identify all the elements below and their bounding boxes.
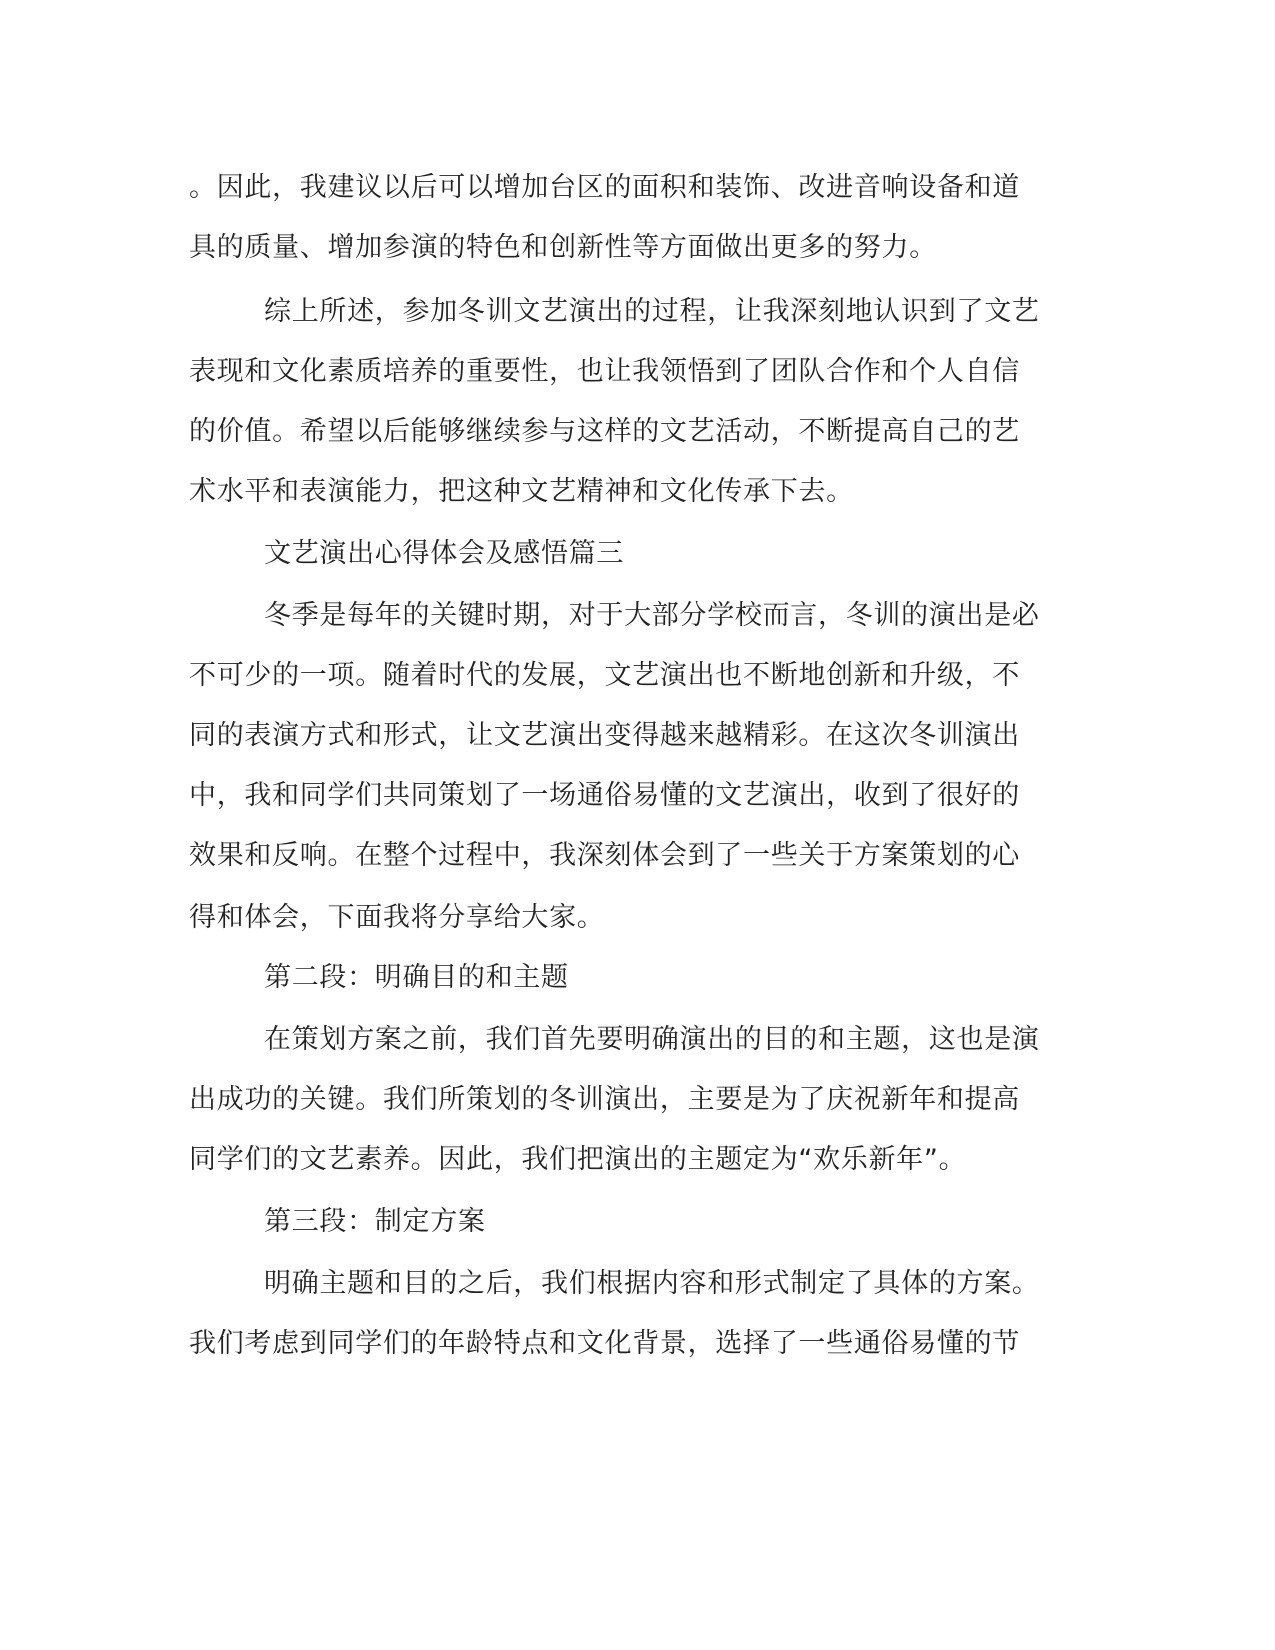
text-line: 术水平和表演能力，把这种文艺精神和文化传承下去。: [189, 476, 854, 507]
paragraph-start-line: 冬季是每年的关键时期，对于大部分学校而言，冬训的演出是必: [264, 600, 1040, 631]
paragraph-start-line: 明确主题和目的之后，我们根据内容和形式制定了具体的方案。: [264, 1268, 1040, 1299]
paragraph-start-line: 综上所述，参加冬训文艺演出的过程，让我深刻地认识到了文艺: [264, 296, 1040, 327]
section-heading: 第三段：制定方案: [264, 1206, 486, 1237]
paragraph-start-line: 在策划方案之前，我们首先要明确演出的目的和主题，这也是演: [264, 1024, 1040, 1055]
text-line: 同的表演方式和形式，让文艺演出变得越来越精彩。在这次冬训演出: [189, 720, 1020, 751]
text-line: 得和体会，下面我将分享给大家。: [189, 902, 605, 933]
text-line: 不可少的一项。随着时代的发展，文艺演出也不断地创新和升级，不: [189, 660, 1020, 691]
text-line: 的价值。希望以后能够继续参与这样的文艺活动，不断提高自己的艺: [189, 416, 1020, 447]
text-line: 具的质量、增加参演的特色和创新性等方面做出更多的努力。: [189, 232, 937, 263]
text-line: 同学们的文艺素养。因此，我们把演出的主题定为“欢乐新年”。: [189, 1144, 967, 1175]
text-line: 出成功的关键。我们所策划的冬训演出，主要是为了庆祝新年和提高: [189, 1084, 1020, 1115]
section-heading: 第二段：明确目的和主题: [264, 962, 569, 993]
section-heading: 文艺演出心得体会及感悟篇三: [264, 538, 625, 569]
text-line: 。因此，我建议以后可以增加台区的面积和装饰、改进音响设备和道: [189, 172, 1020, 203]
text-line: 表现和文化素质培养的重要性，也让我领悟到了团队合作和个人自信: [189, 356, 1020, 387]
text-line: 我们考虑到同学们的年龄特点和文化背景，选择了一些通俗易懂的节: [189, 1328, 1020, 1359]
text-line: 效果和反响。在整个过程中，我深刻体会到了一些关于方案策划的心: [189, 840, 1020, 871]
text-line: 中，我和同学们共同策划了一场通俗易懂的文艺演出，收到了很好的: [189, 780, 1020, 811]
